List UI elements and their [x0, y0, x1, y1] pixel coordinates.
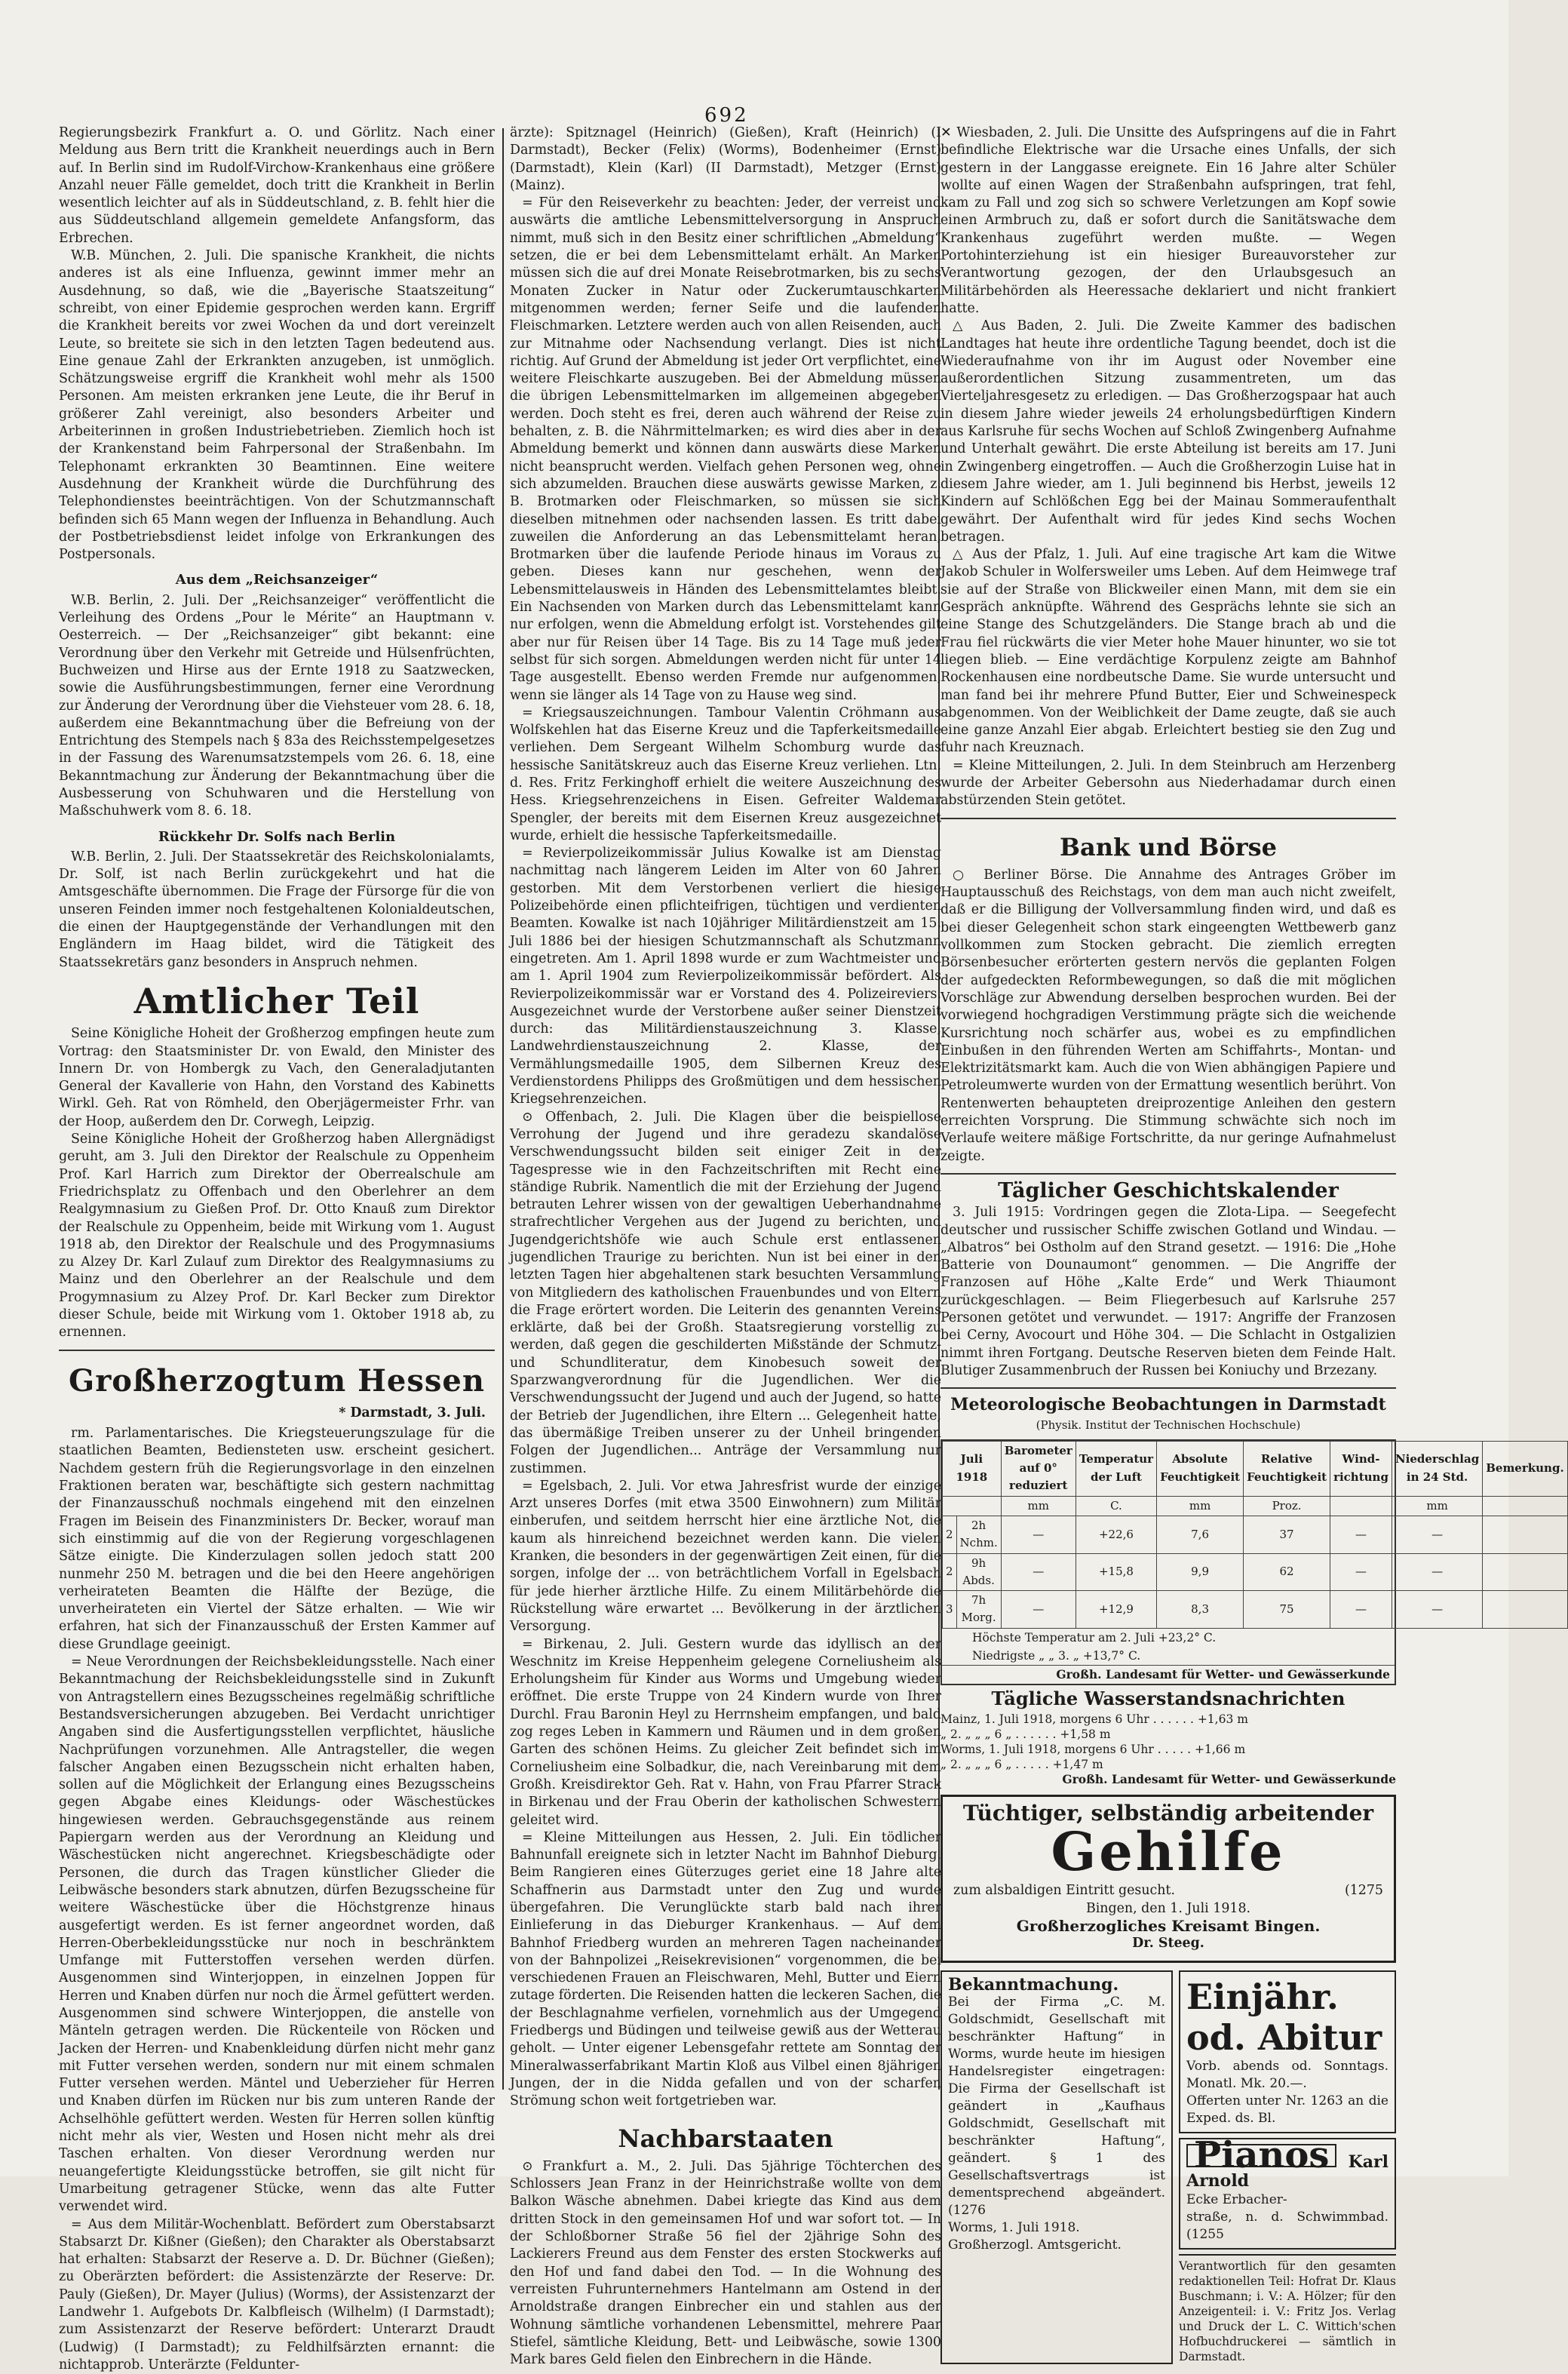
piano-headline: Pianos: [1186, 2144, 1336, 2167]
article-paragraph: ○ Berliner Börse. Die Annahme des Antrages Gröber im Hauptausschuß des Reichstags, von dem man auch nicht zweifelt, daß er die Billigung der Vollversammlung finden wird, und daß es bei dieser Gelegenheit schon stark eingeengten Wettbewerb ganz vollkommen zum Stocken gebracht. Die ziemlich erregten Börsenbesucher erörterten gestern nervös die geplanten Folgen der aufgedeckten Reformbewegungen, so daß die mit möglichen Vorschläge zur Abwendung derselben besprochen wurden. Bei der vorwiegend hochgradigen Verstimmung prägte sich die weichende Kursrichtung noch schärfer aus, wobei es zu empfindlichen Einbußen in den führenden Werten am Schiffahrts-, Montan- und Elektrizitätsmarkt kam. Auch die von Wien abhängigen Papiere und Petroleumwerte wurden von der Ermattung wesentlich berührt. Von Rentenwerten behaupteten dreiprozentige Anleihen den gestern erreichten Vorsprung. Die Stimmung schwächte sich noch im Verlaufe weitere mäßige Fortschritte, da nur geringe Aufnahmelust zeigte.: [940, 867, 1396, 1164]
table-cell: —: [1330, 1516, 1392, 1553]
notice-advertisement: [940, 1970, 1173, 2364]
article-paragraph: W.B. Berlin, 2. Juli. Der „Reichsanzeiger“ veröffentlicht die Verleihung des Ordens „Pour le Mérite“ an Hauptmann v. Oesterreich. — Der „Reichsanzeiger“ gibt bekannt: eine Verordnung über den Verkehr mit Getreide und Hülsenfrüchten, Buchweizen und Hirse aus der Ernte 1918 zu Saatzwecken, sowie die Ausführungsbestimmungen, ferner eine Verordnung zur Änderung der Verordnung über die Viehsteuer vom 28. 6. 18, außerdem eine Bekanntmachung über die Befreiung von der Entrichtung des Stempels nach § 83a des Reichsstempelgesetzes in der Fassung des Warenumsatzstempels vom 26. 6. 18, eine Bekanntmachung zur Änderung der Bekanntmachung über die Ausbesserung von Schuhwaren und die Herstellung von Maßschuhwerk vom 8. 6. 18.: [59, 592, 495, 819]
table-unit: mm: [1001, 1496, 1076, 1516]
notice-title: Bekanntmachung.: [948, 1974, 1119, 1995]
table-row: [943, 1553, 1568, 1591]
column-2: [510, 124, 941, 2369]
tutoring-text: Vorb. abends od. Sonntags. Monatl. Mk. 20.—.: [1186, 2058, 1388, 2091]
ad-org: Großherzogliches Kreisamt Bingen.: [1016, 1916, 1321, 1935]
ad-text: zum alsbaldigen Eintritt gesucht.: [953, 1883, 1175, 1899]
table-cell: 62: [1244, 1553, 1330, 1591]
article-paragraph: Seine Königliche Hoheit der Großherzog haben Allergnädigst geruht, am 3. Juli den Direktor der Realschule zu Oppenheim Prof. Karl Harrich zum Direktor der Oberrealschule am Friedrichsplatz zu Offenbach und den Oberlehrer an dem Realgymnasium zu Gießen Prof. Dr. Otto Knauß zum Direktor der Realschule zu Oppenheim, beide mit Wirkung vom 1. August 1918 ab, den Direktor der Realschule und des Progymnasiums zu Alzey Dr. Karl Zulauf zum Direktor des Realgymnasiums zu Mainz und den Oberlehrer an der Realschule und dem Progymnasium zu Alzey Prof. Dr. Karl Becker zum Direktor dieser Schule, beide mit Wirkung vom 1. Oktober 1918 ab, zu ernennen.: [59, 1132, 495, 1341]
table-cell: 2: [943, 1516, 957, 1553]
table-unit: Proz.: [1244, 1496, 1330, 1516]
article-paragraph: ⊙ Offenbach, 2. Juli. Die Klagen über die beispiellose Verrohung der Jugend und ihre geradezu skandalöse Verschwendungssucht bilden seit einiger Zeit in der Tagespresse wie in den Fachzeitschriften mit Recht eine ständige Rubrik. Namentlich die mit der Erziehung der Jugend betrauten Lehrer wissen von der gewaltigen Ueberhandnahme strafrechtlicher Vergehen aus der Jugend zu berichten, und Jugendgerichtshöfe wie auch Schule erst entlassenen jugendlichen Traurige zu berichten. Nun ist bei einer in den letzten Tagen hier abgehaltenen stark besuchten Versammlung von Mitgliedern des katholischen Frauenbundes und von Eltern die Frage erörtert worden. Die Leiterin des genannten Vereins erklärte, daß bei der Großh. Staatsregierung vorstellig zu werden, daß gegen die geschilderten Mißstände der Schmutz- und Schundliteratur, dem Kinobesuch soweit der Sparzwangverordnung für die Jugendlichen. Wer die Verschwendungssucht der Jugend und auch der Jugend, so hatte der Betrieb der Jugendlichen, ihre Eltern ... Gelegenheit hatte, das übermäßige Treiben unserer zu der Unheil bringenden Folgen der Jugendlichen... Anträge der Versammlung nur zustimmen.: [510, 1109, 941, 1476]
article-paragraph: ärzte): Spitznagel (Heinrich) (Gießen), Kraft (Heinrich) (I Darmstadt), Becker (Felix) (Worms), Bodenheimer (Ernst) (Darmstadt), Klein (Karl) (II Darmstadt), Metzger (Ernst) (Mainz).: [510, 125, 941, 193]
table-header: Juli 1918: [943, 1441, 1002, 1496]
tutoring-headline: Einjähr. od. Abitur: [1186, 1976, 1382, 2058]
tutoring-advertisement: [1179, 1970, 1396, 2133]
ad-place: Bingen, den 1. Juli 1918.: [1085, 1900, 1251, 1916]
table-header: Wind-richtung: [1330, 1441, 1392, 1496]
article-paragraph: = Birkenau, 2. Juli. Gestern wurde das idyllisch an der Weschnitz im Kreise Heppenheim gelegene Corneliusheim als Erholungsheim für Kinder aus Worms und Umgebung wieder eröffnet. Die erste Truppe von 24 Kindern wurde von Ihrer Durchl. Frau Baronin Heyl zu Herrnsheim empfangen, und bald zog reges Leben in Kammern und Räumen und in dem großen Garten des schönen Heims. Zu gleicher Zeit befindet sich im Corneliusheim eine Solbadkur, die, nach Vereinbarung mit dem Großh. Kreisdirektor Geh. Rat v. Hahn, von Frau Pfarrer Strack in Birkenau und der Frau Oberin der katholischen Schwestern geleitet wird.: [510, 1636, 941, 1828]
article-paragraph: = Kriegsauszeichnungen. Tambour Valentin Cröhmann aus Wolfskehlen hat das Eiserne Kreuz und die Tapferkeitsmedaille verliehen. Dem Sergeant Wilhelm Schomburg wurde das hessische Sanitätskreuz auch das Eiserne Kreuz verliehen. Ltn. d. Res. Fritz Ferkinghoff erhielt die weitere Auszeichnung des Hess. Kriegsehrenzeichens in Eisen. Gefreiter Waldemar Spengler, der bereits mit dem Eisernen Kreuz ausgezeichnet wurde, erhielt die hessische Tapferkeitsmedaille.: [510, 705, 941, 843]
divider: [940, 1387, 1396, 1389]
article-paragraph: 3. Juli 1915: Vordringen gegen die Zlota-Lipa. — Seegefecht deutscher und russischer Schiffe zwischen Gotland und Windau. — „Albatros“ bei Ostholm auf den Strand gesetzt. — 1916: Die „Hohe Batterie von Dounaumont“ genommen. — Die Angriffe der Franzosen auf Höhe „Kalte Erde“ und Werk Thiaumont zurückgeschlagen. — Beim Fliegerbesuch auf Karlsruhe 257 Personen getötet und verwundet. — 1917: Angriffe der Franzosen bei Cerny, Avocourt und Höhe 304. — Die Schlacht in Ostgalizien nimmt ihren Fortgang. Deutsche Reserven bieten dem Feinde Halt. Blutiger Zusammenbruch der Russen bei Koniuchy und Brzezany.: [940, 1205, 1396, 1378]
section-subheading: Aus dem „Reichsanzeiger“: [175, 572, 379, 588]
article-paragraph: ✕ Wiesbaden, 2. Juli. Die Unsitte des Aufspringens auf die in Fahrt befindliche Elektrische war die Ursache eines Unfalls, der sich gestern in der Langgasse ereignete. Ein 16 Jahre alter Schüler wollte auf einen Wagen der Straßenbahn aufspringen, trat fehl, kam zu Fall und zog sich so schwere Verletzungen am Kopf sowie einen Armbruch zu, daß er sofort durch die Sanitätswache dem Krankenhaus zugeführt werden mußte. — Wegen Portohinterziehung ist ein hiesiger Bureauvorsteher zur Verantwortung gezogen, der den Urlaubsgesuch an Militärbehörden als Heeressache deklariert und nicht frankiert hatte.: [940, 125, 1396, 316]
job-advertisement: [940, 1795, 1396, 1962]
table-cell: 2: [943, 1553, 957, 1591]
table-cell: —: [1330, 1553, 1392, 1591]
article-paragraph: = Kleine Mitteilungen aus Hessen, 2. Juli. Ein tödlicher Bahnunfall ereignete sich in letzter Nacht im Bahnhof Dieburg. Beim Rangieren eines Güterzuges geriet eine 18 Jahre alte Schaffnerin aus Darmstadt unter den Zug und wurde übergefahren. Die Verunglückte starb bald nach ihrer Einlieferung in das Dieburger Krankenhaus. — Auf dem Bahnhof Friedberg wurden an mehreren Tagen nacheinander von der Bahnpolizei „Reisekrevisionen“ vorgenommen, die bei verschiedenen Frauen an Fleischwaren, Mehl, Butter und Eiern zutage förderten. Die Reisenden hatten die leckeren Sachen, die der Beschlagnahme verfielen, vornehmlich aus der Umgegend Friedbergs und Büdingen und teilweise gewiß aus der Wetterau geholt. — Unter eigener Lebensgefahr rettete am Sonntag der Mineralwasserfabrikant Martin Kloß aus Vilbel einen 8jährigen Jungen, der in die Nidda gefallen und von der scharfen Strömung schon weit fortgetrieben war.: [510, 1829, 941, 2109]
divider: [940, 818, 1396, 819]
page-number: 692: [704, 104, 749, 127]
article-paragraph: △ Aus der Pfalz, 1. Juli. Auf eine tragische Art kam die Witwe Jakob Schuler in Wolfersweiler ums Leben. Auf dem Heimwege traf sie auf der Straße von Blickweiler einen Mann, mit dem sie ein Gespräch anknüpfte. Während des Gesprächs lehnte sie sich an eine Stange des Schutzgeländers. Die Stange brach ab und die Frau fiel rückwärts die vier Meter hohe Mauer hinunter, wo sie tot liegen blieb. — Eine verdächtige Korpulenz zeigte am Bahnhof Rockenhausen eine nordbeutsche Dame. Sie wurde untersucht und man fand bei ihr mehrere Pfund Butter, Eier und Schweinespeck abgenommen. Von der Weiblichkeit der Dame zeugte, daß sie auch eine ganze Anzahl Eier abgab. Erleichtert bestieg sie den Zug und fuhr nach Kreuznach.: [940, 547, 1396, 756]
divider: [59, 1350, 495, 1351]
section-heading-kalender: Täglicher Geschichtskalender: [998, 1178, 1339, 1202]
table-cell: —: [1330, 1591, 1392, 1629]
notice-date: Worms, 1. Juli 1918.: [948, 2219, 1080, 2235]
article-paragraph: = Kleine Mitteilungen, 2. Juli. In dem Steinbruch am Herzenberg wurde der Arbeiter Gebersohn aus Niederhadamar durch einen abstürzenden Stein getötet.: [940, 757, 1396, 809]
table-header: Niederschlag in 24 Std.: [1392, 1441, 1482, 1496]
table-cell: 7h Morg.: [956, 1591, 1001, 1629]
water-line: Mainz, 1. Juli 1918, morgens 6 Uhr . . . . . . +1,63 m: [940, 1712, 1248, 1727]
weather-footer: Großh. Landesamt für Wetter- und Gewässerkunde: [942, 1665, 1395, 1684]
table-row: [943, 1591, 1568, 1629]
table-cell: [1483, 1591, 1567, 1629]
piano-firm: Karl Arnold: [1186, 2151, 1388, 2191]
table-cell: +12,9: [1076, 1591, 1156, 1629]
weather-table: [940, 1439, 1564, 1685]
article-paragraph: = Neue Verordnungen der Reichsbekleidungsstelle. Nach einer Bekanntmachung der Reichsbekleidungsstelle sind in Zukunft von Antragstellern eines Bezugsscheines regelmäßig schriftliche Bestandsversicherungen abzugeben. Bei Verdacht unrichtiger Angaben sind die Ausfertigungsstellen verpflichtet, häusliche Nachprüfungen vorzunehmen. Alle Antragsteller, die wegen falscher Angaben einen Bezugsschein nicht erhalten haben, sollen auf die Möglichkeit der Erlangung eines Bezugsscheins gegen Abgabe eines Kleidungs- oder Wäschestückes hingewiesen werden. Gebrauchsgegenstände aus reinem Papiergarn werden aus der Verordnung an Kleidung und Wäschestücken nicht angerechnet. Kriegsbeschädigte oder Personen, die durch das Tragen künstlicher Glieder die Leibwäsche besonders stark abnutzen, dürfen Bezugsscheine für weitere Wäschestücke über die Höchstgrenze hinaus ausgefertigt werden. Es ist ferner angeordnet worden, daß Herren-Oberbekleidungsstücke nur noch in beschränktem Umfange mit Futterstoffen versehen werden dürfen. Ausgenommen sind Winterjoppen, in einzelnen Joppen für Herren und Knaben dürfen nur noch die Ärmel gefüttert werden. Ausgenommen sind schwere Winterjoppen, die anstelle von Mänteln getragen werden. Die Rückenteile von Röcken und Jacken der Herren- und Knabenkleidung dürfen nicht mehr ganz mit Futter versehen werden, sondern nur mit einem schmalen Futter versehen werden. Mäntel und Ueberzieher für Herren und Knaben dürfen im Rücken nur bis zum unteren Rande der Achselhöhle gefüttert werden. Westen für Herren sollen künftig nicht mehr als vier, Westen und Hosen nicht mehr als drei Taschen erhalten. Von dieser Verordnung werden nur neuangefertigte Kleidungsstücke betroffen, sie gilt nicht für Umarbeitung getragener Stücke, wenn das alte Futter verwendet wird.: [59, 1654, 495, 2215]
notice-authority: Großherzogl. Amtsgericht.: [948, 2237, 1122, 2253]
table-cell: 9h Abds.: [956, 1553, 1001, 1591]
section-heading-bank: Bank und Börse: [1059, 832, 1278, 861]
table-cell: 37: [1244, 1516, 1330, 1553]
section-heading-hessen: Großherzogtum Hessen: [69, 1362, 485, 1399]
table-cell: —: [1392, 1591, 1482, 1629]
piano-address: straße, n. d. Schwimmbad.(1255: [1186, 2209, 1388, 2242]
article-paragraph: rm. Parlamentarisches. Die Kriegsteuerungszulage für die staatlichen Beamten, Bediensteten usw. erscheint gesichert. Nachdem gestern früh die Regierungsvorlage in den einzelnen Fraktionen beraten war, beschäftigte sich gestern nachmittag der Finanzausschuß nochmals eingehend mit den einzelnen Fragen im Beisein des Finanzministers Dr. Becker, worauf man sich einstimmig auf die von der Regierung vorgeschlagenen Sätze einigte. Die Kinderzulagen sollen jedoch statt 200 nunmehr 250 M. betragen und die bei den Heere angehörigen verheirateten Beamten die Hälfte der Bezüge, die unverheirateten ein Viertel der Sätze erhalten. — Wie wir erfahren, hat sich der Finanzausschuß der Ersten Kammer auf diese Grundlage geeinigt.: [59, 1426, 495, 1652]
weather-heading: Meteorologische Beobachtungen in Darmstadt: [950, 1395, 1386, 1415]
table-cell: 7,6: [1157, 1516, 1244, 1553]
table-cell: —: [1001, 1516, 1076, 1553]
piano-advertisement: [1179, 2133, 1396, 2250]
section-heading-amtlicher-teil: Amtlicher Teil: [133, 980, 420, 1021]
tutoring-offer: Offerten unter Nr. 1263 an die Exped. ds. Bl.: [1186, 2093, 1388, 2126]
imprint: Verantwortlich für den gesamten redaktionellen Teil: Hofrat Dr. Klaus Buschmann; i. V.: A. Hölzer; für den Anzeigenteil: i. V.: Fritz Jos. Verlag und Druck der L. C. Wittich'schen Hofbuchdruckerei — sämtlich in Darmstadt.: [1179, 2254, 1396, 2364]
table-cell: +15,8: [1076, 1553, 1156, 1591]
article-paragraph: = Für den Reiseverkehr zu beachten: Jeder, der verreist und auswärts die amtliche Lebensmittelversorgung in Anspruch nimmt, muß sich in den Besitz einer schriftlichen „Abmeldung“ setzen, die er bei dem Lebensmittelamt erhält. An Marken müssen sich die auf drei Monate Reisebrotmarken, bis zu sechs Monaten Zucker in Natur oder Zuckerumtauschkarten mitgenommen werden; ferner Seife und die laufenden Fleischmarken. Letztere werden auch von allen Reisenden, auch zur Mitnahme oder Nachsendung verlangt. Dies ist nicht richtig. Auf Grund der Abmeldung ist jeder Ort verpflichtet, eine weitere Fleischkarte auszugeben. Bei der Abmeldung müssen die übrigen Lebensmittelmarken im allgemeinen abgegeben werden. Doch steht es frei, deren auch während der Reise zu behalten, z. B. die Nährmittelmarken; es wird dies aber in der Abmeldung bemerkt und können dann auswärts diese Marken nicht beansprucht werden. Vielfach gehen Personen weg, ohne sich abzumelden. Brauchen diese auswärts gewisse Marken, z. B. Brotmarken oder Fleischmarken, so müssen sie sich dieselben mitnehmen oder nachsenden lassen. Es tritt dabei zuweilen die Anforderung an das Lebensmittelamt heran, Brotmarken über die laufende Periode hinaus im Voraus zu geben. Dieses kann nur geschehen, wenn der Lebensmittelausweis in Händen des Lebensmittelamtes bleibt. Ein Nachsenden von Marken durch das Lebensmittelamt kann nur erfolgen, wenn die Abmeldung erfolgt ist. Vorstehendes gilt aber nur für Reisen über 14 Tage. Bis zu 14 Tage muß jeder selbst für sich sorgen. Abmeldungen werden nicht für unter 14 Tage ausgestellt. Ebenso werden Fremde nur aufgenommen, wenn sie länger als 14 Tage von zu Hause weg sind.: [510, 195, 941, 703]
table-cell: 75: [1244, 1591, 1330, 1629]
piano-address: Ecke Erbacher-: [1186, 2191, 1287, 2207]
section-subheading: Rückkehr Dr. Solfs nach Berlin: [158, 828, 396, 845]
article-paragraph: Regierungsbezirk Frankfurt a. O. und Görlitz. Nach einer Meldung aus Bern tritt die Krankheit neuerdings auch in Bern auf. In Berlin sind im Rudolf-Virchow-Krankenhaus eine größere Anzahl neuer Fälle gemeldet, doch tritt die Krankheit in Berlin wesentlich leichter auf als in Süddeutschland, z. B. fehlt hier die aus Süddeutschland allgemein gemeldete Anfangsform, das Erbrechen.: [59, 125, 495, 246]
ad-heading: Tüchtiger, selbständig arbeitender: [962, 1801, 1374, 1826]
article-paragraph: W.B. München, 2. Juli. Die spanische Krankheit, die nichts anderes ist als eine Influenza, gewinnt immer mehr an Ausdehnung, so daß, wie die „Bayerische Staatszeitung“ schreibt, von einer Epidemie gesprochen werden kann. Ergriff die Krankheit bereits vor zwei Wochen da und dort vereinzelt Leute, so breitete sie sich in den letzten Tagen bedeutend aus. Eine genaue Zahl der Erkrankten anzugeben, ist unmöglich. Schätzungsweise ergriff die Krankheit wohl mehr als 1500 Personen. Am meisten erkranken jene Leute, die ihr Beruf in größerer Zahl vereinigt, also besonders Arbeiter und Arbeiterinnen in großen Industriebetrieben. Ziemlich hoch ist der Krankenstand beim Fahrpersonal der Straßenbahn. Im Telephonamt erkrankten 30 Beamtinnen. Eine weitere Ausdehnung der Krankheit würde die Durchführung des Telephondienstes beeinträchtigen. Von der Schutzmannschaft befinden sich 65 Mann wegen der Influenza in Behandlung. Auch der Postbetriebsdienst leidet infolge von Erkrankungen des Postpersonals.: [59, 248, 495, 563]
dateline: * Darmstadt, 3. Juli.: [339, 1405, 486, 1420]
min-temp: Niedrigste „ „ 3. „ +13,7° C.: [972, 1648, 1141, 1663]
ad-code: (1275: [1344, 1883, 1383, 1899]
table-header: Relative Feuchtigkeit: [1244, 1441, 1330, 1496]
water-heading: Tägliche Wasserstandsnachrichten: [991, 1687, 1346, 1709]
table-cell: —: [1001, 1553, 1076, 1591]
section-heading-nachbarstaaten: Nachbarstaaten: [618, 2124, 833, 2153]
divider: [940, 1173, 1396, 1175]
water-footer: Großh. Landesamt für Wetter- und Gewässerkunde: [1062, 1772, 1396, 1787]
notice-text: Bei der Firma „C. M. Goldschmidt, Gesellschaft mit beschränkter Haftung“ in Worms, wurde heute im hiesigen Handelsregister eingetragen: Die Firma der Gesellschaft ist geändert in „Kaufhaus Goldschmidt, Gesellschaft mit beschränkter Haftung“, geändert. § 1 des Gesellschaftsvertrags ist dementsprechend abgeändert. (1276: [948, 1994, 1165, 2218]
table-cell: —: [1001, 1591, 1076, 1629]
article-paragraph: Seine Königliche Hoheit der Großherzog empfingen heute zum Vortrag: den Staatsminister Dr. von Ewald, den Minister des Innern Dr. von Hombergk zu Vach, den Generaladjutanten General der Kavallerie von Hahn, den Vorstand des Kabinetts Wirkl. Geh. Rat von Römheld, den Oberjägermeister Frhr. van der Hoop, außerdem den Dr. Corwegh, Leipzig.: [59, 1026, 495, 1129]
water-line: Worms, 1. Juli 1918, morgens 6 Uhr . . . . . +1,66 m: [940, 1743, 1246, 1757]
table-cell: 9,9: [1157, 1553, 1244, 1591]
column-divider: [502, 128, 504, 2090]
table-unit: [1330, 1496, 1392, 1516]
table-cell: 8,3: [1157, 1591, 1244, 1629]
ad-signature: Dr. Steeg.: [1132, 1936, 1204, 1952]
table-header: Absolute Feuchtigkeit: [1157, 1441, 1244, 1496]
table-cell: [1483, 1516, 1567, 1553]
table-unit: mm: [1392, 1496, 1482, 1516]
max-temp: Höchste Temperatur am 2. Juli +23,2° C.: [972, 1630, 1217, 1645]
article-paragraph: = Egelsbach, 2. Juli. Vor etwa Jahresfrist wurde der einzige Arzt unseres Dorfes (mit etwa 3500 Einwohnern) zum Militär einberufen, und seitdem herrscht hier eine ärztliche Not, die kaum als hinreichend bezeichnet werden kann. Die vielen Kranken, die besonders in der gegenwärtigen Zeit einen, für die sorgen, infolge der ... von beträchtlichem Vorfall in Egelsbach für jede hierher ärztliche Hilfe. Zu einem Militärbehörde die Rückstellung wäre erwartet ... Bevölkerung in der ärztlichen Versorgung.: [510, 1478, 941, 1635]
ad-headline: Gehilfe: [1051, 1820, 1286, 1884]
table-cell: —: [1392, 1553, 1482, 1591]
column-3: [940, 124, 1564, 2364]
table-header: Bemerkung.: [1483, 1441, 1567, 1496]
table-header: Barometer auf 0° reduziert: [1001, 1441, 1076, 1496]
table-cell: 2h Nchm.: [956, 1516, 1001, 1553]
ad-row: [940, 1970, 1396, 2364]
table-unit: [1483, 1496, 1567, 1516]
table-header: Temperatur der Luft: [1076, 1441, 1156, 1496]
article-paragraph: ⊙ Frankfurt a. M., 2. Juli. Das 5jährige Töchterchen des Schlossers Jean Franz in der Heinrichstraße wollte von dem Balkon Wäsche abnehmen. Dabei kriegte das Kind aus dem dritten Stock in den gemeinsamen Hof und war sofort tot. — In der Schloßborner Straße 56 fiel der 2jährige Sohn des Lackierers Freund aus dem Fenster des ersten Stockwerks auf den Hof und fand dabei den Tod. — In die Wohnung des verreisten Fuhrunternehmers Hantelmann am Ostend in der Arnoldstraße drangen Einbrecher ein und stahlen aus der Wohnung sämtliche vorhandenen Lebensmittel, mehrere Paar Stiefel, sämtliche Kleidung, Bett- und Leibwäsche, sowie 1300 Mark bares Geld fielen den Einbrechern in die Hände.: [510, 2158, 941, 2368]
column-1: [59, 124, 495, 2374]
table-cell: 3: [943, 1591, 957, 1629]
article-paragraph: = Revierpolizeikommissär Julius Kowalke ist am Dienstag nachmittag nach längerem Leiden im Alter von 60 Jahren gestorben. Mit dem Verstorbenen verliert die hiesige Polizeibehörde einen pflichteifrigen, tüchtigen und verdienten Beamten. Kowalke ist nach 10jähriger Militärdienstzeit am 15. Juli 1886 bei der hiesigen Schutzmannschaft als Schutzmann eingetreten. Am 1. April 1898 wurde er zum Wachtmeister und am 1. April 1904 zum Revierpolizeikommissär befördert. Als Revierpolizeikommissär war er Vorstand des 4. Polizeireviers. Ausgezeichnet wurde der Verstorbene außer seiner Dienstzeit durch: das Militärdienstauszeichnung 3. Klasse, Landwehrdienstauszeichnung 2. Klasse, der Vermählungsmedaille 1905, dem Silbernen Kreuz des Verdienstordens Philipps des Großmütigen und dem hessischen Kriegsehrenzeichen.: [510, 846, 941, 1107]
ad-stack: [1179, 1970, 1396, 2364]
water-line: „ 2. „ „ „ 6 „ . . . . . . +1,58 m: [940, 1728, 1111, 1742]
weather-subheading: (Physik. Institut der Technischen Hochschule): [1036, 1418, 1301, 1433]
table-cell: —: [1392, 1516, 1482, 1553]
article-paragraph: = Aus dem Militär-Wochenblatt. Befördert zum Oberstabsarzt Stabsarzt Dr. Kißner (Gießen); den Charakter als Oberstabsarzt hat erhalten: Stabsarzt der Reserve a. D. Dr. Büchner (Gießen); zu Oberärzten befördert: die Assistenzärzte der Reserve: Dr. Pauly (Gießen), Dr. Mayer (Julius) (Worms), der Assistenzarzt der Landwehr 1. Aufgebots Dr. Kalbfleisch (Wilhelm) (I Darmstadt); zum Assistenzarzt der Reserve befördert: Unterarzt Draudt (Ludwig) (I Darmstadt); zu Feldhilfsärzten ernannt: die nichtapprob. Unterärzte (Feldunter-: [59, 2216, 495, 2372]
table-unit: mm: [1157, 1496, 1244, 1516]
article-paragraph: W.B. Berlin, 2. Juli. Der Staatssekretär des Reichskolonialamts, Dr. Solf, ist nach Berlin zurückgekehrt und hat die Amtsgeschäfte übernommen. Die Frage der Fürsorge für die von unseren Feinden immer noch festgehaltenen Kolonialdeutschen, die einen der Hauptgegenstände der Verhandlungen mit den Engländern im Haag bildet, wird die Tätigkeit des Staatssekretärs ganz besonders in Anspruch nehmen.: [59, 849, 495, 970]
table-row: [943, 1516, 1568, 1553]
water-line: „ 2. „ „ „ 6 „ . . . . . +1,47 m: [940, 1758, 1103, 1772]
article-paragraph: △ Aus Baden, 2. Juli. Die Zweite Kammer des badischen Landtages hat heute ihre ordentliche Tagung beendet, doch ist die Wiederaufnahme von ihr im August oder November eine außerordentlichen Sitzung zusammentreten, um das Vierteljahresgesetz zu erledigen. — Das Großherzogspaar hat auch in diesem Jahre wieder jeweils 24 erholungsbedürftigen Kindern aus Karlsruhe für sechs Wochen auf Schloß Zwingenberg Aufnahme und Unterhalt gewährt. Die erste Abteilung ist bereits am 17. Juni in Zwingenberg eingetroffen. — Auch die Großherzogin Luise hat in diesem Jahre wieder, am 1. Juli beginnend bis Herbst, jeweils 12 Kindern auf Schlößchen Egg bei der Mainau Sommeraufenthalt gewährt. Der Aufenthalt wird für jedes Kind sechs Wochen betragen.: [940, 318, 1396, 545]
table-cell: +22,6: [1076, 1516, 1156, 1553]
table-cell: [1483, 1553, 1567, 1591]
table-unit: C.: [1076, 1496, 1156, 1516]
